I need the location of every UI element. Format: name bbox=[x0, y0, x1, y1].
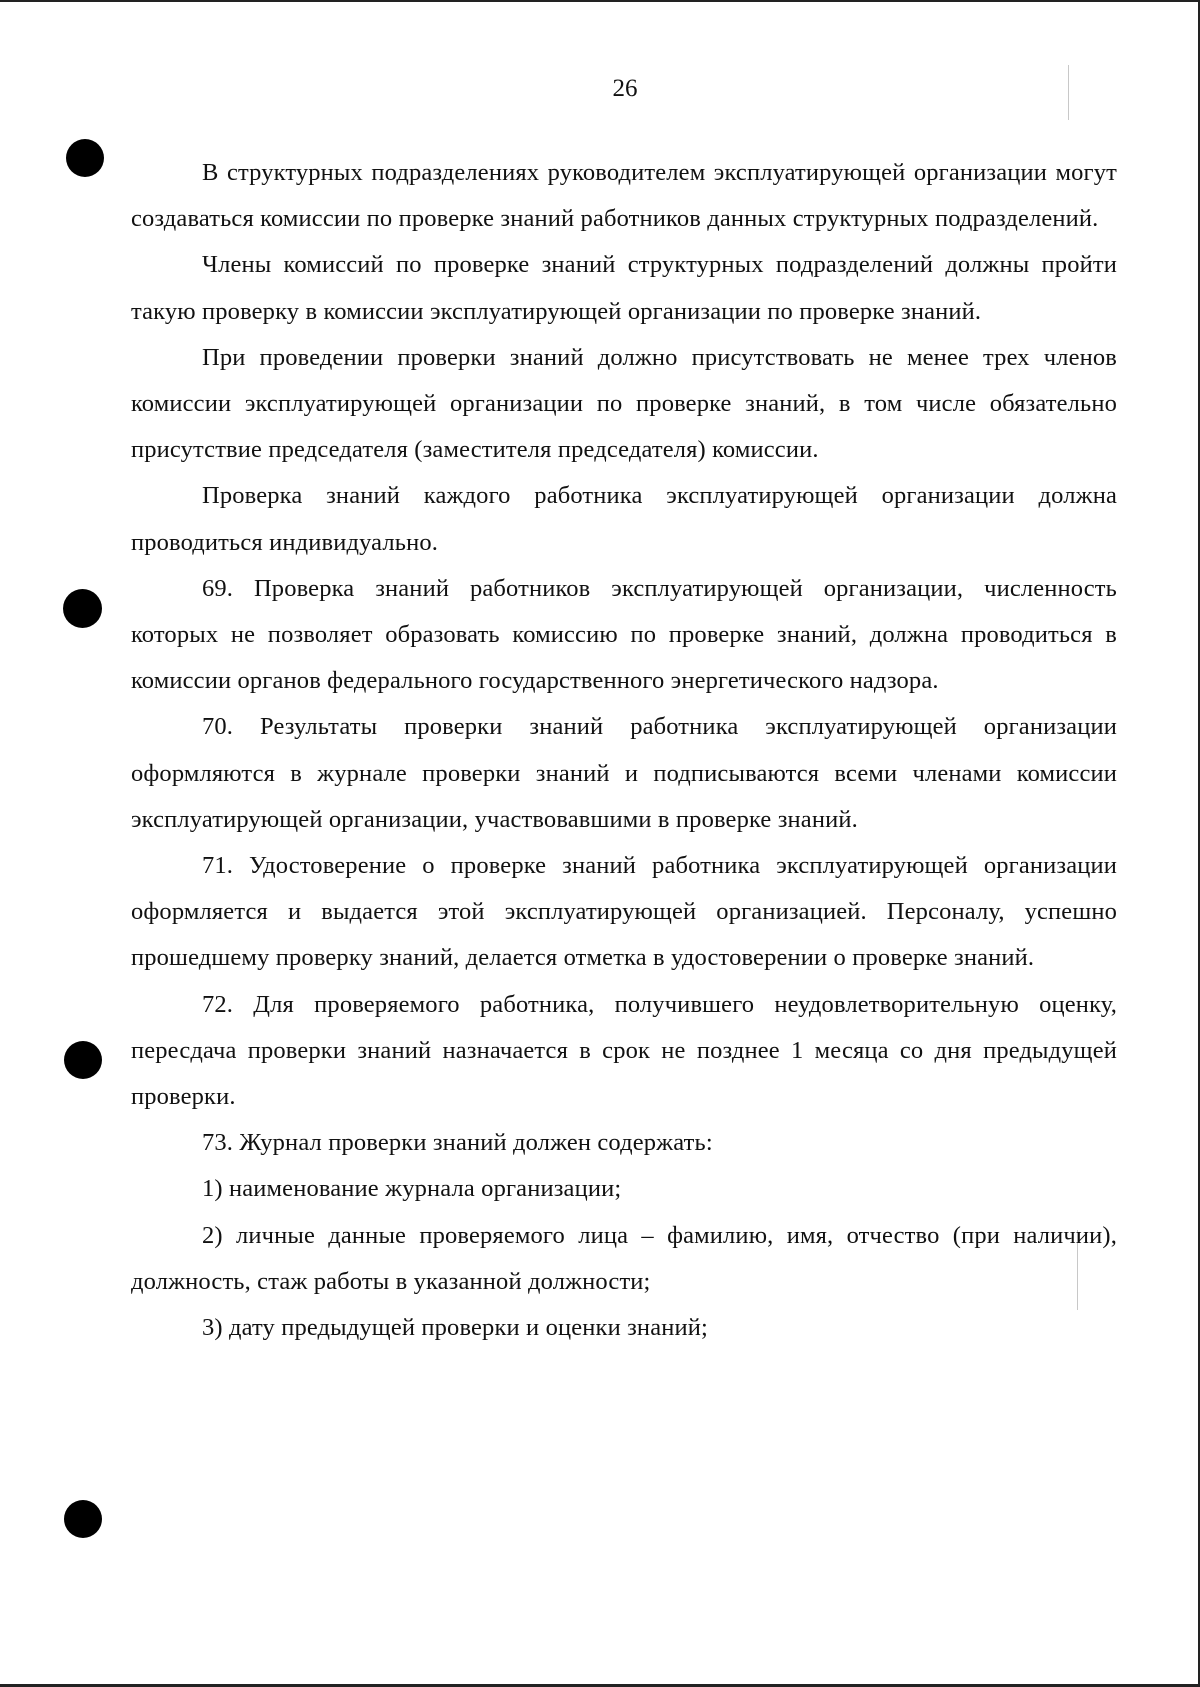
punch-hole-mark bbox=[63, 589, 102, 628]
paragraph: 72. Для проверяемого работника, получившего неудовлетворительную оценку, пересдача проверки знаний назначается в срок не позднее 1 месяца со дня предыдущей проверки. bbox=[131, 990, 1117, 1111]
punch-hole-mark bbox=[64, 1500, 102, 1538]
punch-hole-mark bbox=[64, 1041, 102, 1079]
paragraph: В структурных подразделениях руководителем эксплуатирующей организации могут создаваться комиссии по проверке знаний работников данных структурных подразделений. bbox=[131, 159, 1117, 233]
paragraph: 70. Результаты проверки знаний работника эксплуатирующей организации оформляются в журнале проверки знаний и подписываются всеми членами комиссии эксплуатирующей организации, участвовавшими в проверке знаний. bbox=[131, 713, 1117, 833]
page-number: 26 bbox=[612, 75, 638, 102]
scan-border-top bbox=[0, 0, 1200, 2]
paragraph: Члены комиссий по проверке знаний структурных подразделений должны пройти такую проверку в комиссии эксплуатирующей организации по проверке знаний. bbox=[131, 251, 1117, 325]
document-body bbox=[131, 150, 1117, 1351]
list-item: 2) личные данные проверяемого лица – фамилию, имя, отчество (при наличии), должность, стаж работы в указанной должности; bbox=[131, 1221, 1117, 1295]
paragraph: 71. Удостоверение о проверке знаний работника эксплуатирующей организации оформляется и выдается этой эксплуатирующей организацией. Персоналу, успешно прошедшему проверку знаний, делается отметка в удостоверении о проверке знаний. bbox=[131, 852, 1117, 972]
list-item: 3) дату предыдущей проверки и оценки знаний; bbox=[202, 1314, 708, 1342]
list-item: 1) наименование журнала организации; bbox=[202, 1175, 622, 1203]
paragraph: 69. Проверка знаний работников эксплуатирующей организации, численность которых не позволяет образовать комиссию по проверке знаний, должна проводиться в комиссии органов федерального государственного энергетического надзора. bbox=[131, 574, 1117, 695]
paragraph: Проверка знаний каждого работника эксплуатирующей организации должна проводиться индивидуально. bbox=[131, 482, 1117, 556]
punch-hole-mark bbox=[66, 139, 104, 177]
list-heading: 73. Журнал проверки знаний должен содержать: bbox=[202, 1129, 713, 1157]
paragraph: При проведении проверки знаний должно присутствовать не менее трех членов комиссии эксплуатирующей организации по проверке знаний, в том числе обязательно присутствие председателя (заместителя председателя) комиссии. bbox=[131, 343, 1117, 464]
